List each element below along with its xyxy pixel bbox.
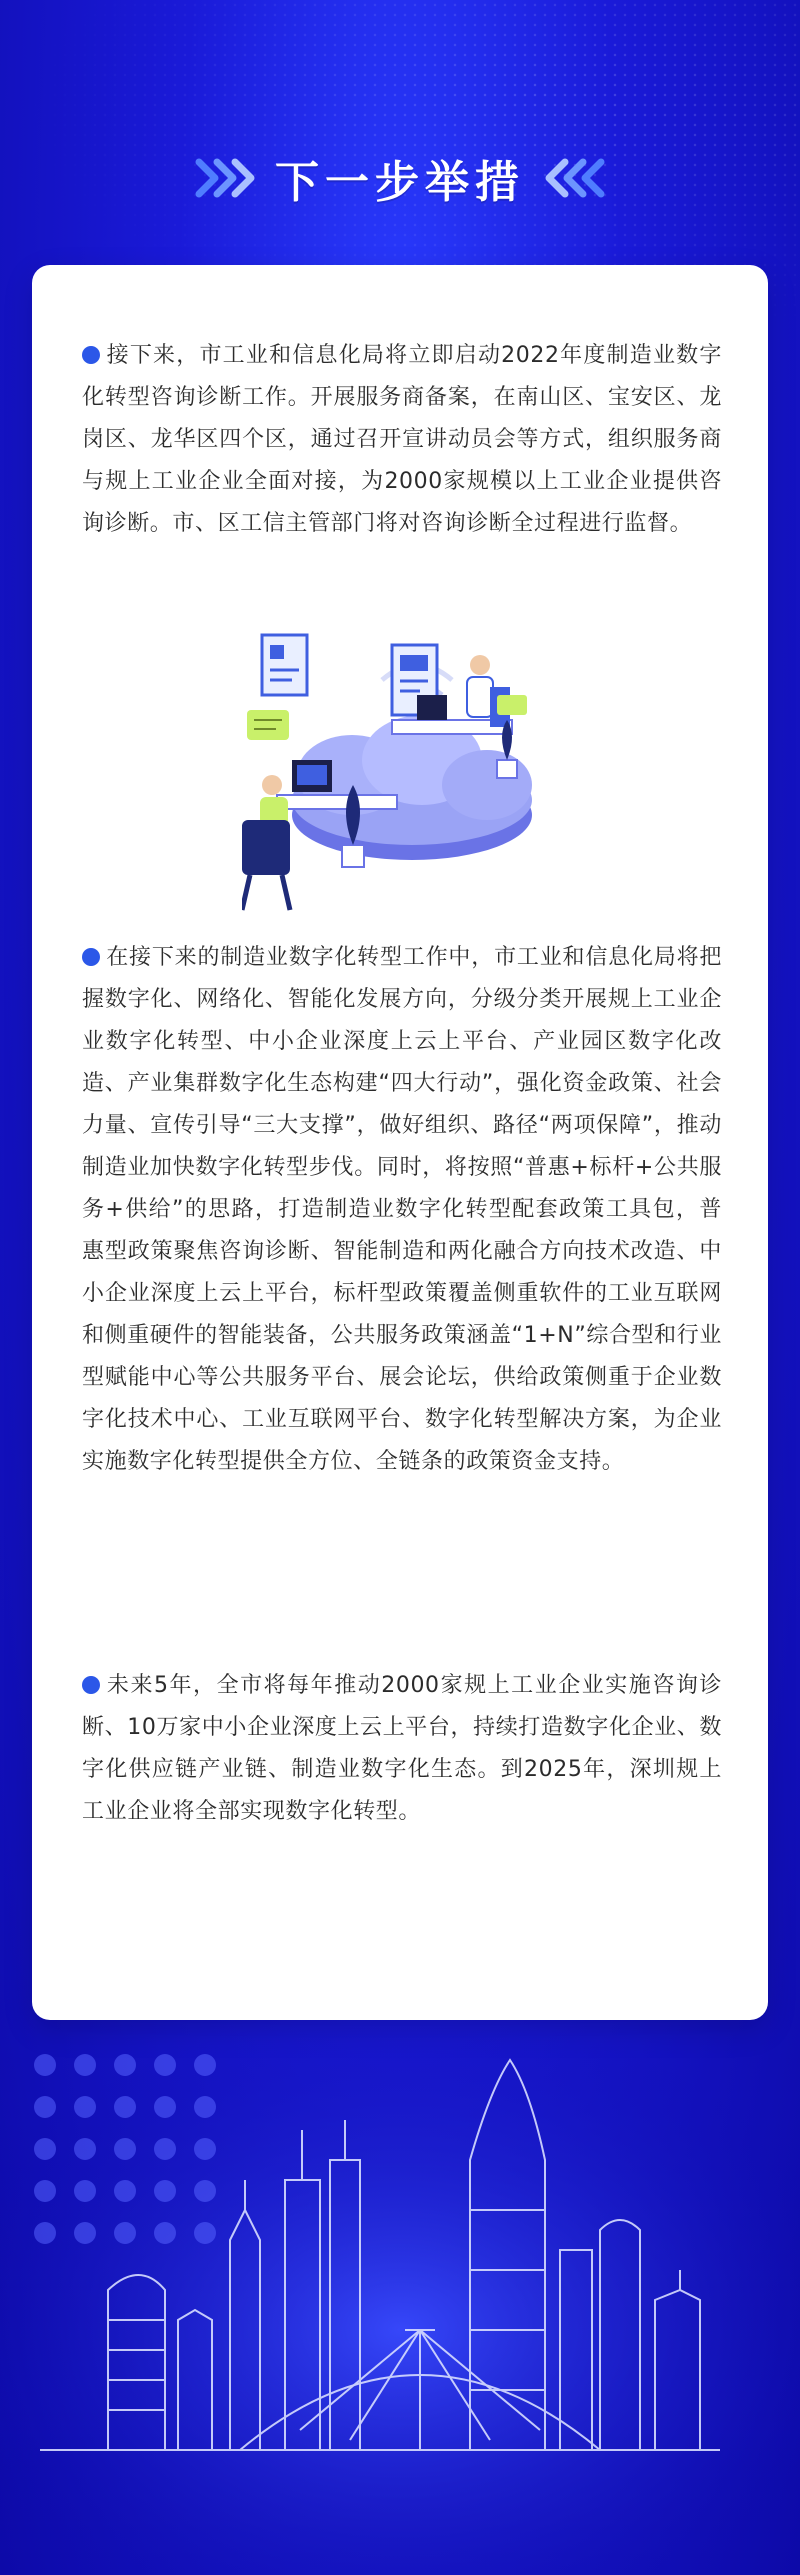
city-skyline-illustration (0, 2030, 800, 2575)
section-header (0, 138, 800, 218)
page-title: 下一步举措 (275, 157, 525, 208)
paragraph-1 (82, 335, 722, 545)
paragraph-1-text: 接下来，市工业和信息化局将立即启动2022年度制造业数字化转型咨询诊断工作。开展服务商备案，在南山区、宝安区、龙岗区、龙华区四个区，通过召开宣讲动员会等方式，组织服务商与规上工业企业全面对接，为2000家规模以上工业企业提供咨询诊断。市、区工信主管部门将对咨询诊断全过程进行监督。 (82, 343, 722, 536)
double-chevron-right-icon (195, 156, 257, 200)
paragraph-3 (82, 1665, 722, 1833)
paragraph-2-text: 在接下来的制造业数字化转型工作中，市工业和信息化局将把握数字化、网络化、智能化发展方向，分级分类开展规上工业企业数字化转型、中小企业深度上云上平台、产业园区数字化改造、产业集群数字化生态构建“四大行动”，强化资金政策、社会力量、宣传引导“三大支撑”，做好组织、路径“两项保障”，推动制造业加快数字化转型步伐。同时，将按照“普惠+标杆+公共服务+供给”的思路，打造制造业数字化转型配套政策工具包，普惠型政策聚焦咨询诊断、智能制造和两化融合方向技术改造、中小企业深度上云上平台，标杆型政策覆盖侧重软件的工业互联网和侧重硬件的智能装备，公共服务政策涵盖“1+N”综合型和行业型赋能中心等公共服务平台、展会论坛，供给政策侧重于企业数字化技术中心、工业互联网平台、数字化转型解决方案，为企业实施数字化转型提供全方位、全链条的政策资金支持。 (82, 945, 722, 1474)
cloud-office-illustration (242, 625, 562, 915)
double-chevron-left-icon (543, 156, 605, 200)
paragraph-2 (82, 937, 722, 1483)
content-card (32, 265, 768, 2020)
bullet-dot-icon (82, 346, 100, 364)
paragraph-3-text: 未来5年，全市将每年推动2000家规上工业企业实施咨询诊断、10万家中小企业深度上云上平台，持续打造数字化企业、数字化供应链产业链、制造业数字化生态。到2025年，深圳规上工业企业将全部实现数字化转型。 (82, 1673, 722, 1824)
bullet-dot-icon (82, 1676, 100, 1694)
bullet-dot-icon (82, 948, 100, 966)
